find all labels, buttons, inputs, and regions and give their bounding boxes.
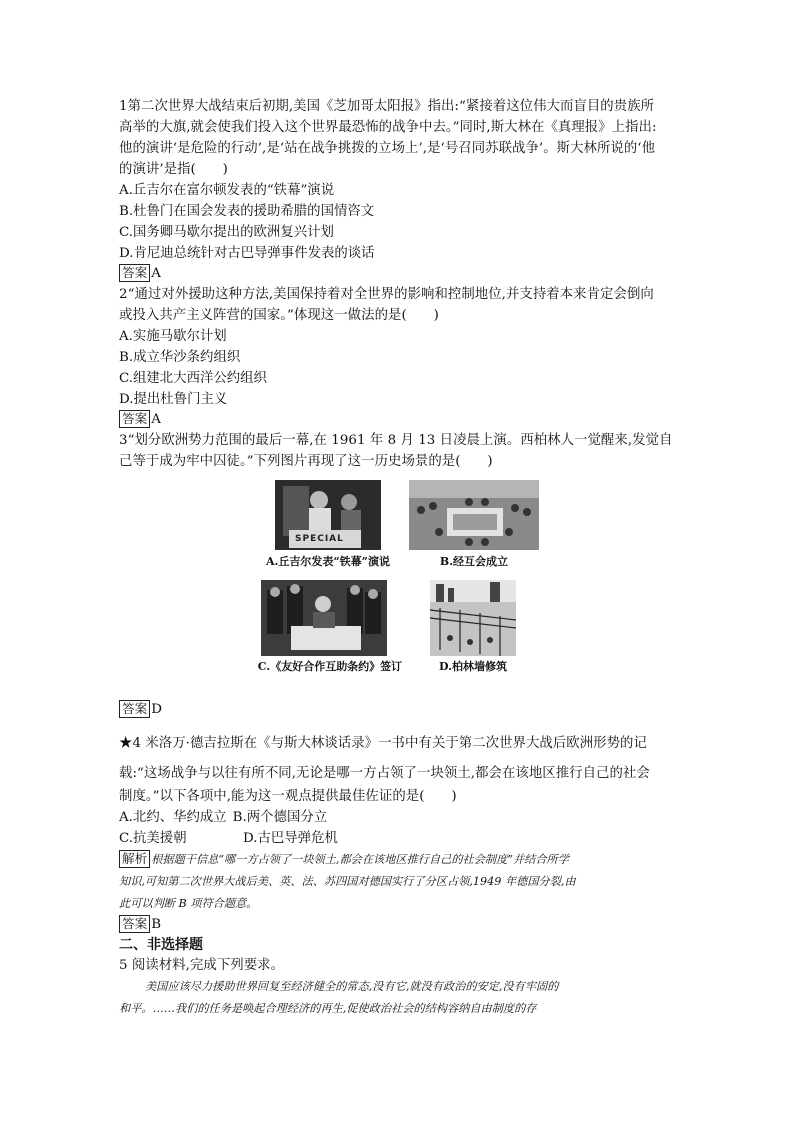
explanation-line — [119, 849, 679, 871]
option-c: C.抗美援朝 — [119, 831, 187, 846]
question-1-line: 高举的大旗,就会使我们投入这个世界最恐怖的战争中去。”同时,斯大林在《真理报》上指出: — [119, 120, 657, 135]
photo-a-caption: A.丘吉尔发表“铁幕”演说 — [265, 555, 391, 568]
question-3 — [119, 430, 679, 720]
option-d: D.肯尼迪总统针对古巴导弹事件发表的谈话 — [119, 246, 375, 261]
question-2-line: 或投入共产主义阵营的国家。”体现这一做法的是( ) — [119, 308, 439, 323]
option-b: B.成立华沙条约组织 — [119, 350, 241, 365]
question-4-line: 制度。”以下各项中,能为这一观点提供最佳佐证的是( ) — [119, 789, 457, 804]
photo-a — [265, 480, 391, 568]
question-2-line: 2“通过对外援助这种方法,美国保持着对全世界的影响和控制地位,并支持着本来肯定会倒向 — [119, 287, 654, 302]
photo-a-sign: SPECIAL — [295, 534, 344, 544]
wall-photo-icon — [430, 580, 516, 656]
answer-row — [119, 700, 679, 720]
question-3-line: 3“划分欧洲势力范围的最后一幕,在 1961 年 8 月 13 日凌晨上演。西柏林人一觉醒来,发觉自 — [119, 433, 673, 448]
photo-a-image — [275, 480, 381, 550]
option-d: D.古巴导弹危机 — [243, 831, 338, 846]
option-a: A.北约、华约成立 — [119, 810, 227, 825]
explanation-line: 此可以判断 B 项符合题意。 — [119, 897, 258, 910]
material-line: 美国应该尽力援助世界回复至经济健全的常态,没有它,就没有政治的安定,没有牢固的 — [145, 980, 559, 993]
question-3-line: 己等于成为牢中囚徒。”下列图片再现了这一历史场景的是( ) — [119, 454, 493, 469]
photo-grid — [119, 476, 679, 694]
question-4 — [119, 732, 679, 935]
question-4-line: ★4 米洛万·德吉拉斯在《与斯大林谈话录》一书中有关于第二次世界大战后欧洲形势的记 — [119, 736, 647, 751]
answer-value: B — [151, 917, 162, 932]
option-c: C.国务卿马歇尔提出的欧洲复兴计划 — [119, 225, 334, 240]
answer-tag: 答案 — [119, 700, 150, 718]
explanation-tag: 解析 — [119, 850, 150, 868]
option-b: B.两个德国分立 — [232, 810, 328, 825]
explanation-text: 根据题干信息“哪一方占领了一块领土,都会在该地区推行自己的社会制度”并结合所学 — [151, 853, 569, 866]
question-5-line: 5 阅读材料,完成下列要求。 — [119, 958, 285, 973]
question-1-line: 1第二次世界大战结束后初期,美国《芝加哥太阳报》指出:“紧接着这位伟大而盲目的贵族所 — [119, 99, 655, 114]
question-1-line: 他的演讲‘是危险的行动’,是‘站在战争挑拨的立场上’,是‘号召同苏联战争’。斯大林所说的‘他 — [119, 141, 656, 156]
photo-c-caption: C.《友好合作互助条约》签订 — [257, 660, 403, 673]
material-line: 和平。……我们的任务是唤起合理经济的再生,促使政治社会的结构容纳自由制度的存 — [119, 1002, 537, 1015]
answer-row — [119, 410, 679, 430]
answer-tag: 答案 — [119, 264, 150, 282]
photo-d — [430, 580, 516, 673]
photo-b-image — [409, 480, 539, 550]
photo-b — [409, 480, 539, 568]
section-heading: 二、非选择题 — [119, 937, 203, 953]
explanation-line: 知识,可知第二次世界大战后美、英、法、苏四国对德国实行了分区占领,1949 年德国分裂,由 — [119, 875, 576, 888]
question-2 — [119, 284, 679, 430]
option-a: A.丘吉尔在富尔顿发表的“铁幕”演说 — [119, 183, 335, 198]
option-a: A.实施马歇尔计划 — [119, 329, 227, 344]
photo-c-image — [261, 580, 387, 656]
option-c: C.组建北大西洋公约组织 — [119, 371, 267, 386]
answer-row — [119, 915, 679, 935]
meeting-photo-icon — [409, 480, 539, 550]
answer-value: A — [151, 266, 161, 281]
photo-d-caption: D.柏林墙修筑 — [439, 660, 507, 673]
answer-value: D — [151, 702, 162, 717]
answer-row — [119, 264, 679, 284]
answer-tag: 答案 — [119, 915, 150, 933]
options-row-1 — [119, 807, 679, 828]
photo-d-image — [430, 580, 516, 656]
question-1-line: 的演讲’是指( ) — [119, 162, 228, 177]
question-4-line: 载:“这场战争与以往有所不同,无论是哪一方占领了一块领土,都会在该地区推行自己的社会 — [119, 766, 650, 781]
options-row-2 — [119, 828, 679, 849]
option-b: B.杜鲁门在国会发表的援助希腊的国情咨文 — [119, 204, 375, 219]
question-5 — [119, 955, 679, 1020]
document-body — [119, 96, 679, 1020]
option-d: D.提出杜鲁门主义 — [119, 392, 228, 407]
answer-value: A — [151, 412, 161, 427]
photo-b-caption: B.经互会成立 — [439, 555, 509, 568]
signing-photo-icon — [261, 580, 387, 656]
answer-tag: 答案 — [119, 410, 150, 428]
question-1 — [119, 96, 679, 284]
photo-c — [257, 580, 403, 673]
